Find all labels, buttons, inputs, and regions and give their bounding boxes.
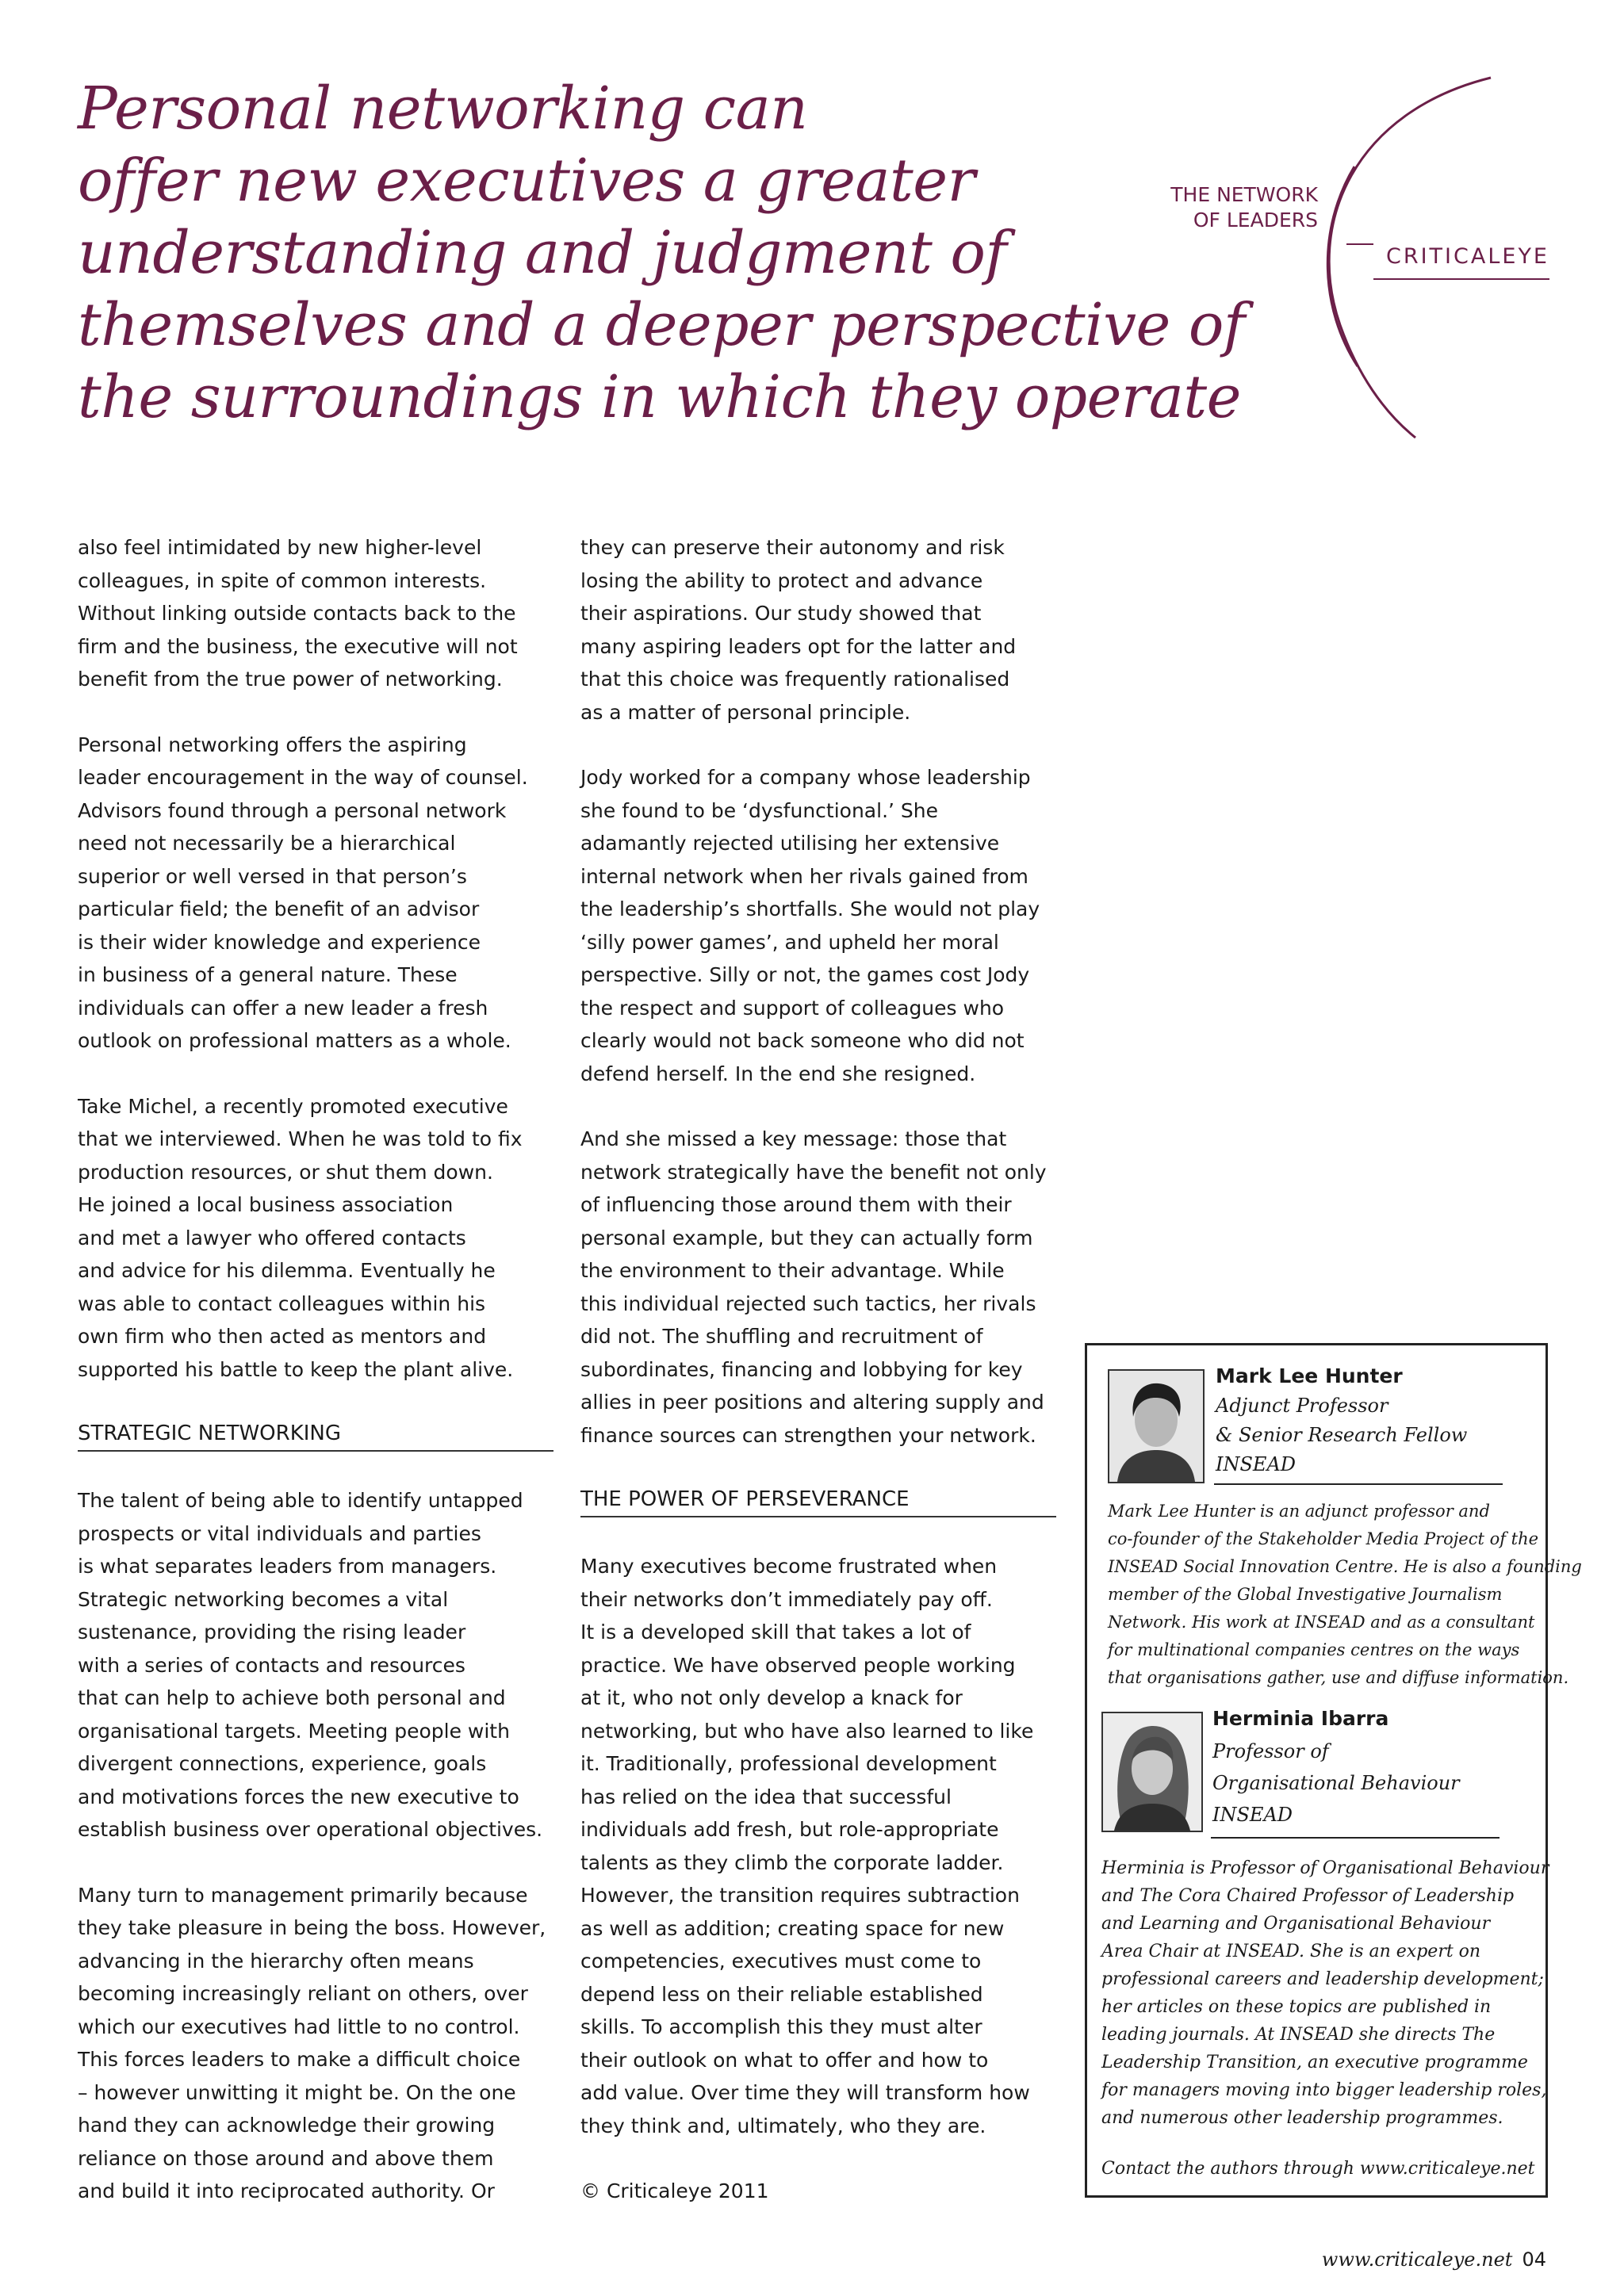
author-bio: Mark Lee Hunter is an adjunct professor and co-founder of the Stakeholder Media Project of the INSEAD Social Innovation Centre. He is also a founding member of the Global Investigative Journalism Network. His work at INSEAD and as a consultant for multinational companies centres on the ways that organisations gather, use and diffuse information. (1108, 1502, 1582, 1687)
headline-line: offer new executives a greater (78, 147, 975, 215)
paragraph: Many executives become frustrated when their networks don’t immediately pay off. It is a developed skill that takes a lot of practice. We have observed people working at it, who not only develop a knack for networking, but who have also learned to like it. Traditionally, professional development has relied on the idea that successful individuals add fresh, but role-appropriate talents as they climb the corporate ladder. However, the transition requires subtraction as well as addition; creating space for new competencies, executives must come to depend less on their reliable established skills. To accomplish this they must alter their outlook on what to offer and how to add value. Over time they will transform how they think and, ultimately, who they are. (580, 1555, 1034, 2137)
author-role: Professor of Organisational Behaviour INSEAD (1212, 1740, 1460, 1826)
logo-wordmark: CRITICALEYE (1385, 244, 1549, 269)
portrait-icon (1109, 1371, 1203, 1482)
logo-tagline: THE NETWORK OF LEADERS (1170, 183, 1318, 232)
copyright-notice: © Criticaleye 2011 (580, 2179, 769, 2202)
article-column-1 (78, 531, 553, 2241)
author-photo-mark-lee-hunter (1108, 1369, 1205, 1483)
page-number: 04 (1522, 2248, 1546, 2271)
paragraph: Many turn to management primarily because they take pleasure in being the boss. However, advancing in the hierarchy often means becoming increasingly reliant on others, over which our executives had little to no control. This forces leaders to make a difficult choice – however unwitting it might be. On the one hand they can acknowledge their growing reliance on those around and above them and build it into reciprocated authority. Or (78, 1883, 546, 2202)
author-box (1085, 1343, 1582, 2198)
footer-url: www.criticaleye.net (1321, 2248, 1513, 2271)
page-footer (1322, 2248, 1546, 2271)
divider (1214, 1483, 1503, 1485)
contact-line: Contact the authors through www.criticaleye.net (1101, 2159, 1535, 2179)
section-heading: STRATEGIC NETWORKING (78, 1418, 553, 1452)
headline-line: Personal networking can (78, 75, 808, 143)
paragraph: Jody worked for a company whose leadership she found to be ‘dysfunctional.’ She adamantly rejected utilising her extensive internal network when her rivals gained from the leadership’s shortfalls. She would not play ‘silly power games’, and upheld her moral perspective. Silly or not, the games cost Jody the respect and support of colleagues who clearly would not back someone who did not defend herself. In the end she resigned. (580, 766, 1040, 1085)
paragraph: Take Michel, a recently promoted executive that we interviewed. When he was told to fix production resources, or shut them down. He joined a local business association and met a lawyer who offered contacts and advice for his dilemma. Eventually he was able to contact colleagues within his own firm who then acted as mentors and supported his battle to keep the plant alive. (78, 1094, 523, 1381)
headline-line: understanding and judgment of (78, 219, 1007, 287)
author-bio: Herminia is Professor of Organisational Behaviour and The Cora Chaired Professor of Leadership and Learning and Organisational Behaviour Area Chair at INSEAD. She is an expert on professional careers and leadership development; her articles on these topics are published in leading journals. At INSEAD she directs The Leadership Transition, an executive programme for managers moving into bigger leadership roles, and numerous other leadership programmes. (1101, 1858, 1549, 2128)
author-name: Mark Lee Hunter (1216, 1364, 1403, 1387)
author-name: Herminia Ibarra (1212, 1707, 1389, 1730)
divider (1211, 1837, 1500, 1839)
article-column-2 (580, 531, 1056, 2241)
headline-line: the surroundings in which they operate (78, 363, 1241, 431)
headline-line: themselves and a deeper perspective of (78, 291, 1245, 359)
section-heading: THE POWER OF PERSEVERANCE (580, 1484, 1056, 1517)
paragraph: also feel intimidated by new higher-level colleagues, in spite of common interests. Without linking outside contacts back to the firm and the business, the executive will not benefit from the true power of networking. (78, 536, 518, 691)
paragraph: Personal networking offers the aspiring leader encouragement in the way of counsel. Advisors found through a personal network need not necessarily be a hierarchical superior or well versed in that person’s particular field; the benefit of an advisor is their wider knowledge and experience in business of a general nature. These individuals can offer a new leader a fresh outlook on professional matters as a whole. (78, 733, 528, 1052)
author-role: Adjunct Professor & Senior Research Fellow INSEAD (1216, 1395, 1468, 1475)
criticaleye-logo (1142, 71, 1562, 444)
paragraph: they can preserve their autonomy and risk losing the ability to protect and advance their aspirations. Our study showed that many aspiring leaders opt for the latter and that this choice was frequently rationalised as a matter of personal principle. (580, 536, 1017, 724)
paragraph: And she missed a key message: those that network strategically have the benefit not only of influencing those around them with their personal example, but they can actually form the environment to their advantage. While this individual rejected such tactics, her rivals did not. The shuffling and recruitment of subordinates, financing and lobbying for key allies in peer positions and altering supply and finance sources can strengthen your network. (580, 1127, 1047, 1447)
portrait-icon (1103, 1713, 1201, 1831)
author-photo-herminia-ibarra (1101, 1712, 1203, 1832)
paragraph: The talent of being able to identify untapped prospects or vital individuals and parties is what separates leaders from managers. Strategic networking becomes a vital sustenance, providing the rising leader with a series of contacts and resources that can help to achieve both personal and organisational targets. Meeting people with divergent connections, experience, goals and motivations forces the new executive to establish business over operational objectives. (78, 1489, 543, 1841)
